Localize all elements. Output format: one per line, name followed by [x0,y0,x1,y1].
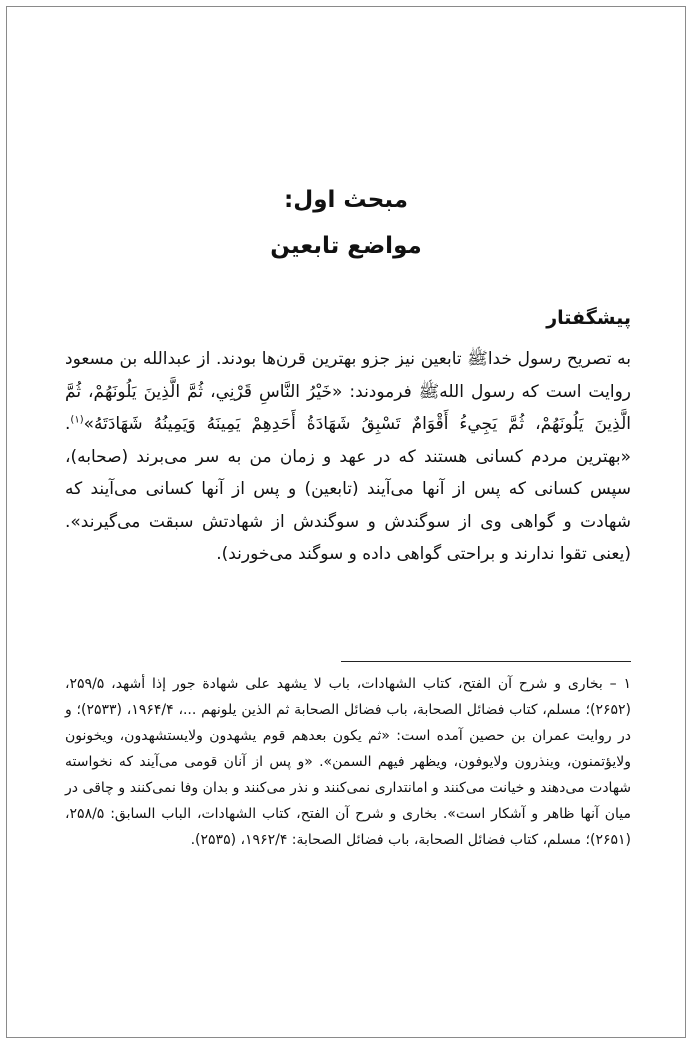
body-text-part2: . «بهترین مردم کسانی هستند که در عهد و زمان من به سر می‌برند (صحابه)، سپس کسانی که پس از آنها می‌آیند (تابعین) و پس از آنها کسانی می‌آیند که شهادت و گواهی وی از سوگندش و سوگندش از شهادتش سبقت می‌گیرند». (یعنی تقوا ندارند و براحتی گواهی داده و سوگند می‌خورند). [65,414,631,564]
body-text-part1: به تصریح رسول خداﷺ تابعین نیز جزو بهترین قرن‌ها بودند. از عبدالله بن مسعود روایت است که رسول اللهﷺ فرمودند: «خَيْرُ النَّاسِ قَرْنِي، ثُمَّ الَّذِينَ يَلُونَهُمْ، ثُمَّ الَّذِينَ يَلُونَهُمْ، ثُمَّ يَجِيءُ أَقْوَامٌ تَسْبِقُ شَهَادَةُ أَحَدِهِمْ يَمِينَهُ وَيَمِينُهُ شَهَادَتَهُ» [65,349,631,434]
body-paragraph [65,343,631,571]
footnote-text: ۱ – بخاری و شرح آن الفتح، کتاب الشهادات، باب لا يشهد على شهادة جور إذا أشهد، ۲۵۹/۵، (۲۶۵۲)؛ مسلم، کتاب فضائل الصحابة، باب فضائل الصحابة ثم الذين يلونهم ...، ۱۹۶۴/۴، (۲۵۳۳)؛ و در روایت عمران بن حصین آمده است: «ثم يكون بعدهم قوم يشهدون ولايستشهدون، ويخونون ولايؤتمنون، وينذرون ولايوفون، ويظهر فيهم السمن». «و پس از آنان قومی می‌آیند که نخواسته شهادت می‌دهند و خیانت می‌کنند و امانتداری نمی‌کنند و نذر می‌کنند و بدان وفا نمی‌کنند و چاقی در میان آنها ظاهر و آشکار است». بخاری و شرح آن الفتح، کتاب الشهادات، الباب السابق: ۲۵۸/۵، (۲۶۵۱)؛ مسلم، کتاب فضائل الصحابة، باب فضائل الصحابة: ۱۹۶۲/۴، (۲۵۳۵). [65,676,631,848]
section-title: پیشگفتار [546,307,631,329]
chapter-heading-line1: مبحث اول: [284,187,408,213]
footnote-divider [341,661,631,662]
chapter-heading-line2: مواضع تابعین [270,233,422,259]
book-page [6,6,686,1038]
footnote-reference[interactable]: (۱) [70,414,84,426]
footnote [65,671,631,853]
